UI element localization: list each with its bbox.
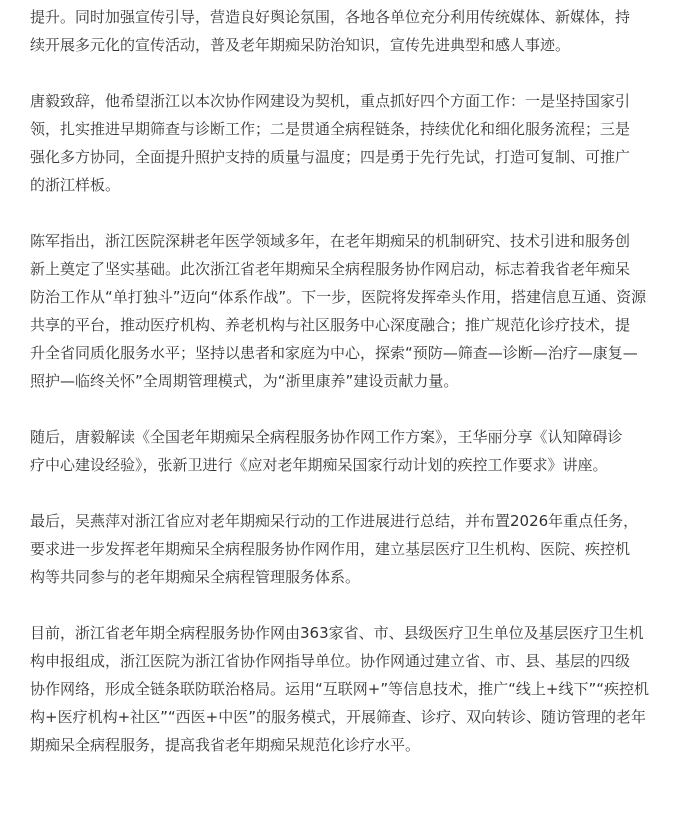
text-line: 提升。同时加强宣传引导，营造良好舆论氛围，各地各单位充分利用传统媒体、新媒体，持 xyxy=(30,8,631,26)
text-line: 疗中心建设经验》，张新卫进行《应对老年期痴呆国家行动计划的疾控工作要求》讲座。 xyxy=(30,456,608,474)
text-line: 构申报组成，浙江医院为浙江省协作网指导单位。协作网通过建立省、市、县、基层的四级 xyxy=(30,652,631,670)
article-body xyxy=(30,0,668,759)
paragraph-summary xyxy=(30,507,668,591)
text-line: 要求进一步发挥老年期痴呆全病程服务协作网作用，建立基层医疗卫生机构、医院、疾控机 xyxy=(30,540,631,558)
text-line: 协作网络，形成全链条联防联治格局。运用“互联网+”等信息技术，推广“线上+线下”“疾控机 xyxy=(30,680,649,698)
text-line: 防治工作从“单打独斗”迈向“体系作战”。下一步，医院将发挥牵头作用，搭建信息互通、资源 xyxy=(30,288,647,306)
text-line: 领，扎实推进早期筛查与诊断工作；二是贯通全病程链条，持续优化和细化服务流程；三是 xyxy=(30,120,631,138)
text-line: 新上奠定了坚实基础。此次浙江省老年期痴呆全病程服务协作网启动，标志着我省老年痴呆 xyxy=(30,260,631,278)
text-line: 唐毅致辞，他希望浙江以本次协作网建设为契机，重点抓好四个方面工作：一是坚持国家引 xyxy=(30,92,631,110)
text-line: 升全省同质化服务水平；坚持以患者和家庭为中心，探索“预防—筛查—诊断—治疗—康复— xyxy=(30,344,638,362)
text-line: 期痴呆全病程服务，提高我省老年期痴呆规范化诊疗水平。 xyxy=(30,736,421,754)
text-line: 的浙江样板。 xyxy=(30,176,121,194)
text-line: 续开展多元化的宣传活动，普及老年期痴呆防治知识，宣传先进典型和感人事迹。 xyxy=(30,36,571,54)
paragraph-tang-yi-speech xyxy=(30,87,668,199)
text-line: 最后，吴燕萍对浙江省应对老年期痴呆行动的工作进展进行总结，并布置2026年重点任务， xyxy=(30,512,639,530)
text-line: 构等共同参与的老年期痴呆全病程管理服务体系。 xyxy=(30,568,361,586)
text-line: 照护—临终关怀”全周期管理模式，为“浙里康养”建设贡献力量。 xyxy=(30,372,459,390)
paragraph-publicity xyxy=(30,3,668,59)
paragraph-lectures xyxy=(30,423,668,479)
paragraph-chen-jun-remarks xyxy=(30,227,668,395)
text-line: 构+医疗机构+社区”“西医+中医”的服务模式，开展筛查、诊疗、双向转诊、随访管理的老年 xyxy=(30,708,647,726)
text-line: 随后，唐毅解读《全国老年期痴呆全病程服务协作网工作方案》，王华丽分享《认知障碍诊 xyxy=(30,428,623,446)
text-line: 强化多方协同，全面提升照护支持的质量与温度；四是勇于先行先试，打造可复制、可推广 xyxy=(30,148,631,166)
paragraph-network-status xyxy=(30,619,668,759)
text-line: 共享的平台，推动医疗机构、养老机构与社区服务中心深度融合；推广规范化诊疗技术，提 xyxy=(30,316,631,334)
text-line: 陈军指出，浙江医院深耕老年医学领域多年，在老年期痴呆的机制研究、技术引进和服务创 xyxy=(30,232,631,250)
text-line: 目前，浙江省老年期全病程服务协作网由363家省、市、县级医疗卫生单位及基层医疗卫生机 xyxy=(30,624,644,642)
